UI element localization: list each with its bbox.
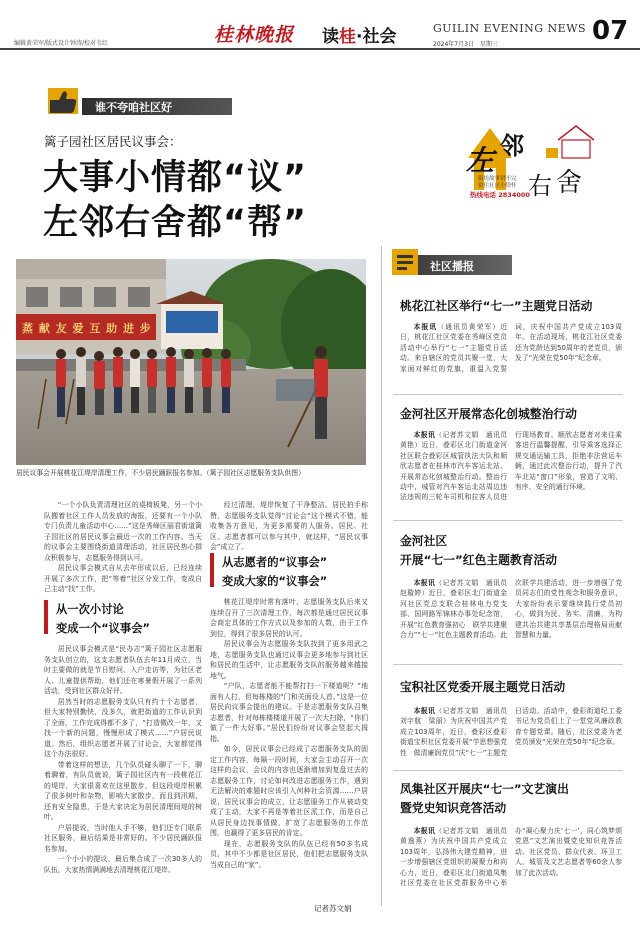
news-separator: [393, 520, 623, 521]
news-item-5-body: [400, 826, 622, 906]
section-accent: 桂: [339, 27, 356, 47]
section-prefix: 读: [322, 27, 339, 47]
section-suffix: ·社会: [356, 27, 397, 47]
article-col-1-bottom: [44, 644, 202, 894]
news-item-5-title-line-1: 凤集社区开展庆“七一”文艺演出: [400, 782, 569, 796]
headline-line-1: 大事小情都“议”: [43, 158, 308, 198]
subhead-1: [44, 600, 204, 640]
news-reporter: （通讯员黄荣军）: [437, 323, 501, 331]
news-item-5-title-line-2: 暨党史知识竞答活动: [400, 801, 507, 815]
news-lead: 本报讯: [413, 579, 436, 587]
news-text: 近日，桃花江社区党委在秀峰区党员活动中心举行“七一”主题党日活动。来自辖区的党员共聚一堂，大家面对鲜红的党旗，重温入党誓词，庆祝中国共产党成立103周年。在活动现场，桃花江社区党委还为党龄达到50周年的老党员，颁发了“光荣在党50年”纪念章。: [400, 323, 622, 373]
news-separator: [393, 394, 623, 395]
subhead-1-line-2: 变成一个“议事会”: [56, 622, 150, 635]
subhead-bar: [210, 553, 214, 587]
volunteers-cleaning-photo: [16, 259, 366, 465]
news-item-4-body: [400, 706, 622, 762]
news-item-4-title: 宝积社区党委开展主题党日活动: [400, 680, 566, 694]
subhead-1-line-1: 从一次小讨论: [56, 603, 124, 616]
paragraph: 居民议事会模式是“民办志”篱子园社区志愿服务支队创立的，这支志愿者队伍去年11月成立，当时主要做的就是节日慰问、入户走访等，为社区老人、儿童提供帮助，他们还在寒暑假开展了一系列活动，受到社区群众好评。: [44, 645, 202, 695]
news-text: 近日，叠彩区北门街道金河社区联合叠彩区城管执法大队和顺欣志愿者在桂林市汽车客运北站、开展常态化创城整治行动。整治行动中，城管对汽车客运北站周边违法违规的三轮车司机和拉客人员进行现场教育。顺欣志愿者对来往乘客进行温馨提醒，引导乘客选择正规交通运输工具，拒绝非法营运车辆，通过此次整治行动，提升了汽车北站“窗口”形象，营造了文明、有序、安全的通行环境。: [400, 431, 622, 502]
headline-line-2: 左邻右舍都“帮”: [43, 203, 308, 243]
article-col-2-top: [210, 500, 368, 553]
header-rule: [0, 48, 640, 50]
news-item-3-title-line-2: 开展“七一”红色主题教育活动: [400, 553, 558, 567]
news-item-3-title-line-1: 金河社区: [400, 534, 448, 548]
news-item-1-body: [400, 322, 622, 388]
paragraph: “户队，志愿者能不能帮打扫一下楼道呢？”地面有人打，但每栋楼的“门和关面设人首。”这是一位居民向议事会提出的建议。于是志愿服务支队召集志愿者，针对每栋楼楼道开展了一次大扫除，“你们做了一件大好事。”居民们纷纷对议事会竖起大拇指。: [210, 682, 368, 743]
section-title: [322, 22, 396, 47]
column-divider: [381, 246, 382, 906]
community-news-badge-label: 社区播报: [430, 260, 474, 273]
article-kicker: 篱子园社区居民议事会：: [44, 134, 182, 149]
news-reporter: （记者苏文娟 通讯员刘宇航 梁丽）: [400, 707, 508, 726]
news-lead: 本报讯: [413, 431, 436, 439]
paragraph: 居民议事会模式自从去年形成以后，已经连续开展了多次工作，把“等着”社区分发工作，变成自己主动“找”工作。: [44, 564, 202, 593]
article-col-1-top: [44, 500, 202, 595]
paragraph: 居民议事会为志愿服务支队找到了更多用武之地，志愿服务支队也通过议事会更多地参与到社区和居民的生活中，让志愿服务支队的服务越来越接地气。: [210, 640, 368, 680]
news-photo: [16, 259, 366, 465]
news-reporter: （记者苏文娟 通讯员黄逸燕）: [400, 827, 508, 846]
paragraph: 现在，志愿服务支队的队伍已经有50多名成员，其中不少都是社区居民，他们把志愿服务支队当成自己的“家”。: [210, 839, 368, 869]
paragraph: 带着这样的想法，几个队员碰头聊了一下，聊着聊着，有队员就说，篱子园社区内有一段桃花江的堤岸，大家很喜欢在这里散步，但这段堤岸积累了很多树叶和杂物，影响大家散步，而且到汛期，还有安全隐患，于是大家决定为居民清理间堤的树叶。: [44, 760, 202, 821]
photo-caption: 居民议事会开展桃花江堤岸清理工作，不少居民踊跃报名参加。（篱子园社区志愿服务支队供图）: [16, 469, 305, 477]
paragraph: 居然当时的志愿服务支队只有约十个志愿者，但大家特别勤快，没多久，就把街道的工作认识到了全面，工作完成得都不多了，“打造微改一年，又找一个新的问题，慢慢形成了模式……”户居民说道。然后，组织志愿者开展了讨论会，大家都觉得这个办法很好。: [44, 697, 202, 758]
article-byline: 记者苏文娟: [314, 904, 352, 913]
subhead-2: [210, 553, 370, 593]
paragraph: 桃花江堤岸时常有落叶，志愿服务支队后来又连续召开了三次清理工作，每次都是通过居民议事会商定具体的工作方式以及参加的人数，由于工作到位，得到了很多居民的认可。: [210, 598, 368, 638]
paragraph: “一个小队负责清理社区的桌椅板凳，另一个小队搬着社区工作人员发放的海报，还要有一个小队专门负责儿童活动中心……”这是秀峰区丽君街道篱子园社区的居民议事会最近一次的工作内容。当天的议事会主要围绕街道清理活动，社区居民热心群众积极参与，志愿服务得到认可。: [44, 501, 202, 562]
subhead-2-line-1: 从志愿者的“议事会”: [222, 556, 328, 569]
masthead-logo: 桂林晚报: [214, 24, 295, 46]
paper-english-name: GUILIN EVENING NEWS: [433, 22, 587, 35]
news-item-1-title: 桃花江社区举行“七一”主题党日活动: [400, 299, 593, 313]
subhead-bar: [44, 600, 48, 634]
logo-char-neighbor: 邻: [500, 131, 524, 160]
logo-char-right: 右: [528, 172, 552, 200]
news-item-2-body: [400, 430, 622, 514]
news-lead: 本报讯: [413, 827, 436, 835]
issue-date: 2024年7月3日 星期三: [433, 41, 498, 48]
news-separator: [393, 664, 623, 665]
news-item-2-title: 金河社区开展常态化创城整治行动: [400, 407, 577, 421]
logo-tagline-1: 街坊故事讲不完: [478, 176, 517, 182]
logo-tagline-2: 留住社区小情怀: [478, 183, 517, 189]
paragraph: 一个小小的提议，最后集合成了一次30多人的队伍，大家热情满满地去清理桃花江堤岸。: [44, 855, 202, 874]
article-col-2-bottom: [210, 597, 368, 897]
news-text: 为庆祝中国共产党成立103周年，弘扬伟大建党精神，进一步增强辖区党组织的凝聚力和向心力，近日，叠彩区北门街道凤集社区党委在社区党群服务中心举办“凝心聚力庆‘七一’，同心筑梦颂党恩”文艺演出暨党史知识竞答活动。社区党员、群众代表、环卫工人、城管及文艺志愿者等60余人参加了此次活动。: [400, 827, 622, 888]
news-text: 近日，叠彩区北门街道金河社区党总支联合桂林电力党支部、国网路军锦林办事处纪念馆，开展“红色教育强初心 联学共建聚合力”“七一”红色主题教育活动。此次联学共建活动，进一步增强了党员同志们的党性观念和服务意识，大家纷纷表示要继续践行党员初心，做到为民、务实、清廉，为构建共治共建共享基层治理格局贡献智慧和力量。: [400, 579, 622, 640]
paragraph: 户居提说，当时他人手不够，他们还专门联系社区服务，最后结果是非常好的。不少居民踊跃报名参加。: [44, 823, 202, 853]
news-lead: 本报讯: [413, 707, 436, 715]
news-reporter: （记者苏文娟 通讯员黄艳）: [400, 431, 508, 450]
news-text: 为庆祝中国共产党成立103周年，近日，叠彩区叠彩街道宝积社区党委开展“学思想强党性 做清廉润党员”庆“七一”主题党日活动。活动中，叠彩街道纪工委书记为党员们上了一堂党风廉政教育专题党课。随后，社区党委为老党员颁发“光荣在党50年”纪念章。: [400, 707, 622, 757]
news-item-3-body: [400, 578, 622, 650]
news-reporter: （记者苏文娟 通讯员赵璇婷）: [400, 579, 508, 598]
photo-banner-text: 蒸 献 友 爱 互 助 进 步: [22, 322, 152, 335]
paragraph: 经过清理，堤岸恢复了干净整洁。居民拍手称赞，志愿服务支队觉得“讨论会”这个模式不错，能收集各方意见，为更多需要的人服务。居民、社区、志愿者都可以参与其中，就这样，“居民议事会”成立了。: [210, 501, 368, 551]
logo-char-house: 舍: [556, 168, 583, 198]
column-badge-label: 谁不夸咱社区好: [95, 101, 172, 114]
thumbs-up-icon: [46, 86, 86, 116]
page-number: 07: [592, 16, 629, 46]
logo-char-left: 左: [466, 144, 495, 177]
paragraph: 如今，居民议事会已经成了志愿服务支队的固定工作内容，每隔一段时间，大家会主动召开一次这样的会议，会议的内容也逐渐增加到复盘过去的志愿服务工作，讨论如何改进志愿服务工作，遇到无法解决的难题时应该引入何种社会资源……户居说，居民议事会的成立，让志愿服务工作从被动变成了主动，大家不再是等着社区派工作，而是自己从居民身边找事情做，扩宽了志愿服务的工作范围，也赢得了更多居民的肯定。: [210, 745, 368, 837]
news-separator: [393, 770, 623, 771]
community-news-icon: [392, 249, 422, 277]
news-lead: 本报讯: [413, 323, 438, 331]
editor-credits: 编辑黄荣军/版式设计钟涛/校对韦红: [14, 40, 109, 47]
logo-hotline: 热线电话 2834000: [470, 191, 530, 199]
subhead-2-line-2: 变成大家的“议事会”: [222, 575, 328, 588]
